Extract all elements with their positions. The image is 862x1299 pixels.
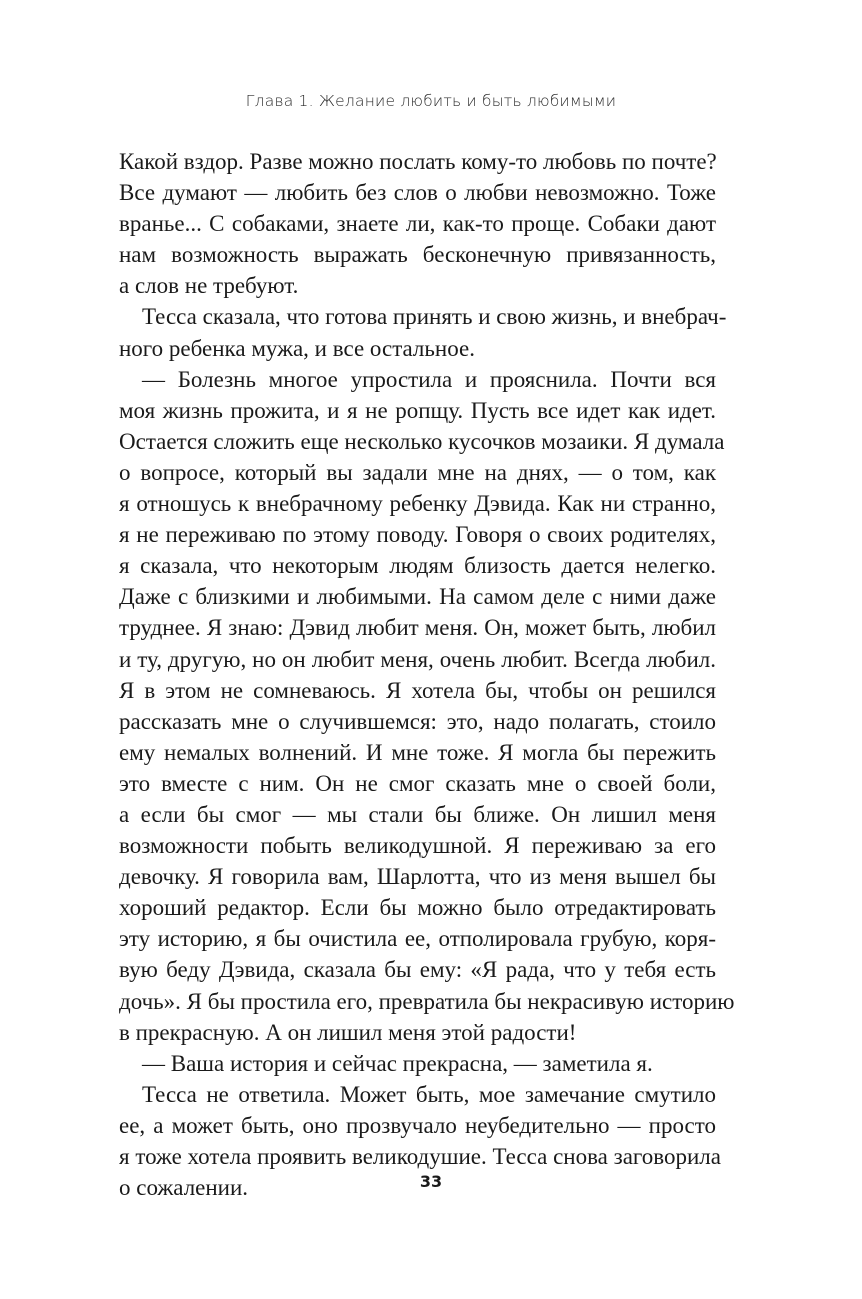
text-line: о сожалении. — [119, 1175, 249, 1201]
text-line: — Болезнь многое упростила и прояснила. Почти вся — [142, 366, 716, 392]
text-line: вую беду Дэвида, сказала бы ему: «Я рада, что у тебя есть — [119, 957, 716, 983]
text-line: девочку. Я говорила вам, Шарлотта, что из меня вышел бы — [119, 864, 716, 890]
text-line: возможности побыть великодушной. Я переживаю за его — [119, 833, 716, 859]
paragraph — [119, 1048, 716, 1079]
page-number: 33 — [419, 1172, 443, 1191]
paragraph — [119, 301, 727, 363]
text-line: рассказать мне о случившемся: это, надо полагать, стоило — [119, 708, 716, 734]
text-line: хороший редактор. Если бы можно было отредактировать — [119, 895, 716, 921]
text-line: о вопросе, который вы задали мне на днях, — о том, как — [119, 459, 716, 485]
text-line: моя жизнь прожита, и я не ропщу. Пусть все идет как идет. — [119, 397, 716, 423]
text-line: Тесса не ответила. Может быть, мое замечание смутило — [142, 1081, 716, 1107]
text-line: вранье... С собаками, знаете ли, как-то проще. Собаки дают — [119, 211, 716, 237]
text-line: Тесса сказала, что готова принять и свою жизнь, и внебрач- — [142, 304, 727, 330]
text-line: Я в этом не сомневаюсь. Я хотела бы, чтобы он решился — [119, 677, 716, 703]
text-line: — Ваша история и сейчас прекрасна, — заметила я. — [142, 1050, 653, 1076]
text-line: нам возможность выражать бесконечную привязанность, — [119, 242, 716, 268]
text-line: я сказала, что некоторым людям близость дается нелегко. — [119, 553, 716, 579]
text-line: я не переживаю по этому поводу. Говоря о своих родителях, — [119, 522, 716, 548]
paragraph — [119, 364, 735, 1048]
text-line: дочь». Я бы простила его, превратила бы некрасивую историю — [119, 988, 735, 1014]
text-line: ему немалых волнений. И мне тоже. Я могла бы пережить — [119, 739, 716, 765]
text-line: Даже с близкими и любимыми. На самом деле с ними даже — [119, 584, 716, 610]
running-header: Глава 1. Желание любить и быть любимыми — [245, 92, 617, 110]
text-line: эту историю, я бы очистила ее, отполировала грубую, коря- — [119, 926, 716, 952]
text-line: Все думают — любить без слов о любви невозможно. Тоже — [119, 180, 716, 206]
text-line: я тоже хотела проявить великодушие. Тесса снова заговорила — [119, 1144, 721, 1169]
text-line: Какой вздор. Разве можно послать кому-то любовь по почте? — [119, 149, 717, 174]
text-line: это вместе с ним. Он не смог сказать мне о своей боли, — [119, 770, 716, 796]
text-line: ного ребенка мужа, и все остальное. — [119, 335, 475, 361]
text-line: и ту, другую, но он любит меня, очень любит. Всегда любил. — [119, 646, 716, 672]
body-text — [119, 146, 735, 1203]
text-line: а слов не требуют. — [119, 273, 299, 299]
text-line: труднее. Я знаю: Дэвид любит меня. Он, может быть, любил — [119, 615, 716, 641]
text-line: в прекрасную. А он лишил меня этой радости! — [119, 1019, 577, 1045]
text-line: я отношусь к внебрачному ребенку Дэвида. Как ни странно, — [119, 491, 716, 517]
text-line: ее, а может быть, оно прозвучало неубедительно — просто — [119, 1112, 716, 1138]
text-line: Остается сложить еще несколько кусочков мозаики. Я думала — [119, 428, 725, 454]
paragraph — [119, 146, 716, 301]
text-line: а если бы смог — мы стали бы ближе. Он лишил меня — [119, 801, 716, 827]
